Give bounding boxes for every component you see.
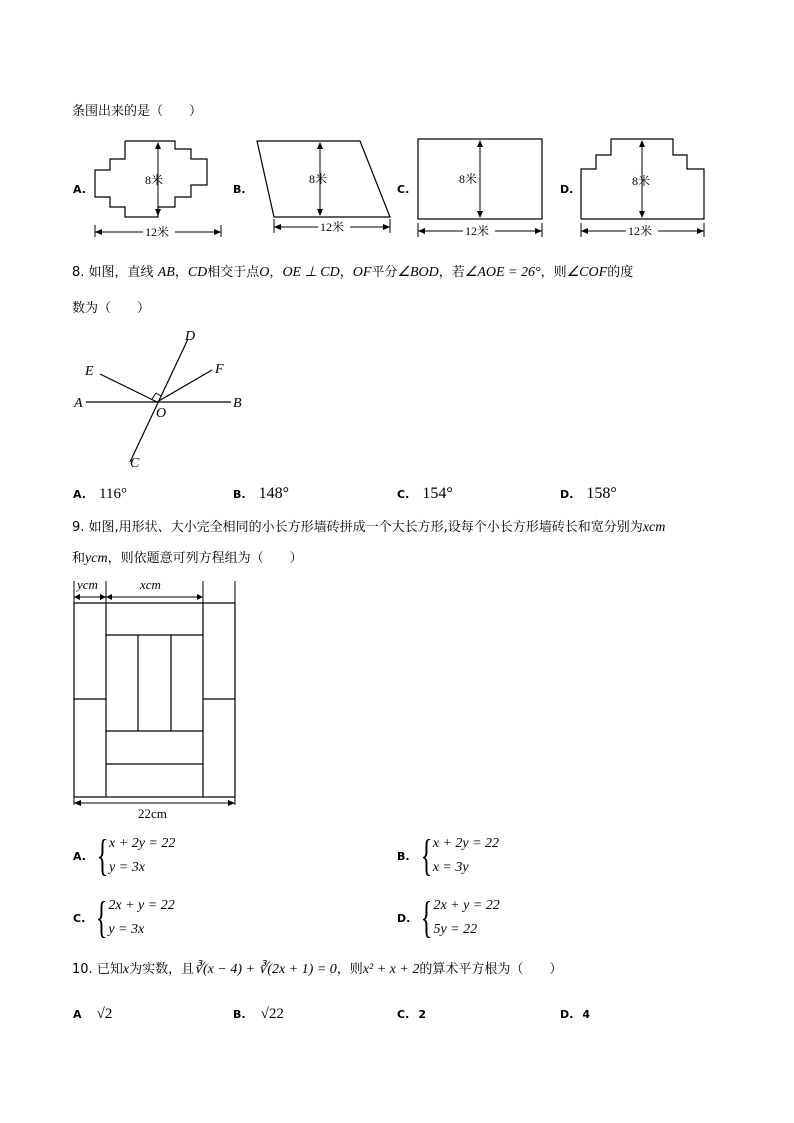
q7-option-b-label[interactable]: B. [233,183,246,196]
q10-option-c[interactable]: C. 2 [397,1008,427,1021]
q8-stem-line2: 数为（ ） [72,301,151,316]
q9-option-a[interactable]: A. { x + 2y = 22 y = 3x [73,831,176,880]
brace-icon: { [420,831,432,880]
y-label: ycm [77,577,98,592]
q9-figure [70,575,242,823]
label-f: F [215,362,224,377]
label-d: D [185,329,196,344]
q7-stem-tail: 条围出来的是（ ） [72,104,203,119]
total-label: 22cm [138,806,167,821]
q9-option-d[interactable]: D. { 2x + y = 22 5y = 22 [397,893,500,942]
height-label: 8米 [632,174,651,188]
ray-oe [100,374,157,402]
brace-icon: { [421,893,433,942]
big-rectangle [74,603,235,797]
height-label: 8米 [459,172,478,186]
q8-option-d[interactable]: D. 158° [560,485,617,502]
q7-option-a-label[interactable]: A. [73,183,86,196]
label-a: A [74,396,83,411]
height-label: 8米 [309,172,328,186]
label-c: C [130,456,140,470]
q9-stem-line2: 和ycm，则依题意可列方程组为（ ） [72,551,303,566]
q9-option-c[interactable]: C. { 2x + y = 22 y = 3x [73,893,175,942]
q8-figure [66,325,256,470]
q7-option-a-figure [90,135,230,243]
q7-option-c-label[interactable]: C. [397,183,410,196]
q8-option-a[interactable]: A. 116° [73,486,127,502]
width-label: 12米 [628,224,653,238]
width-label: 12米 [320,220,345,234]
q10-stem: 10. 已知x为实数，且∛(x − 4) + ∛(2x + 1) = 0，则x² + x + 2的算术平方根为（ ） [72,962,563,977]
q9-option-b[interactable]: B. { x + 2y = 22 x = 3y [397,831,500,880]
height-label: 8米 [145,173,164,187]
q10-option-d[interactable]: D. 4 [560,1008,591,1021]
q10-number: 10. [72,962,93,977]
q10-option-b[interactable]: B. √22 [233,1006,284,1022]
label-e: E [85,364,94,379]
q7-option-d-label[interactable]: D. [560,183,574,196]
q9-number: 9. [72,520,85,535]
brace-icon: { [96,831,109,880]
label-o: O [156,406,167,421]
q9-stem-line1: 9. 如图,用形状、大小完全相同的小长方形墙砖拼成一个大长方形,设每个小长方形墙砖长和宽分别为xcm [72,520,666,535]
brace-icon: { [96,893,108,942]
q7-option-b-figure [252,135,397,243]
q10-option-a[interactable]: A √2 [73,1006,113,1022]
q8-number: 8. [72,265,85,280]
q8-stem-line1: 8. 如图，直线 AB，CD相交于点O，OE ⊥ CD，OF平分∠BOD，若∠AOE = 26°，则∠COF的度 [72,265,634,280]
width-label: 12米 [465,224,490,238]
q7-option-c-figure [412,135,552,243]
label-b: B [233,396,242,411]
q8-option-c[interactable]: C. 154° [397,485,453,502]
width-label: 12米 [145,225,170,239]
q7-option-d-figure [576,135,716,243]
q8-option-b[interactable]: B. 148° [233,485,290,502]
x-label: xcm [140,577,161,592]
